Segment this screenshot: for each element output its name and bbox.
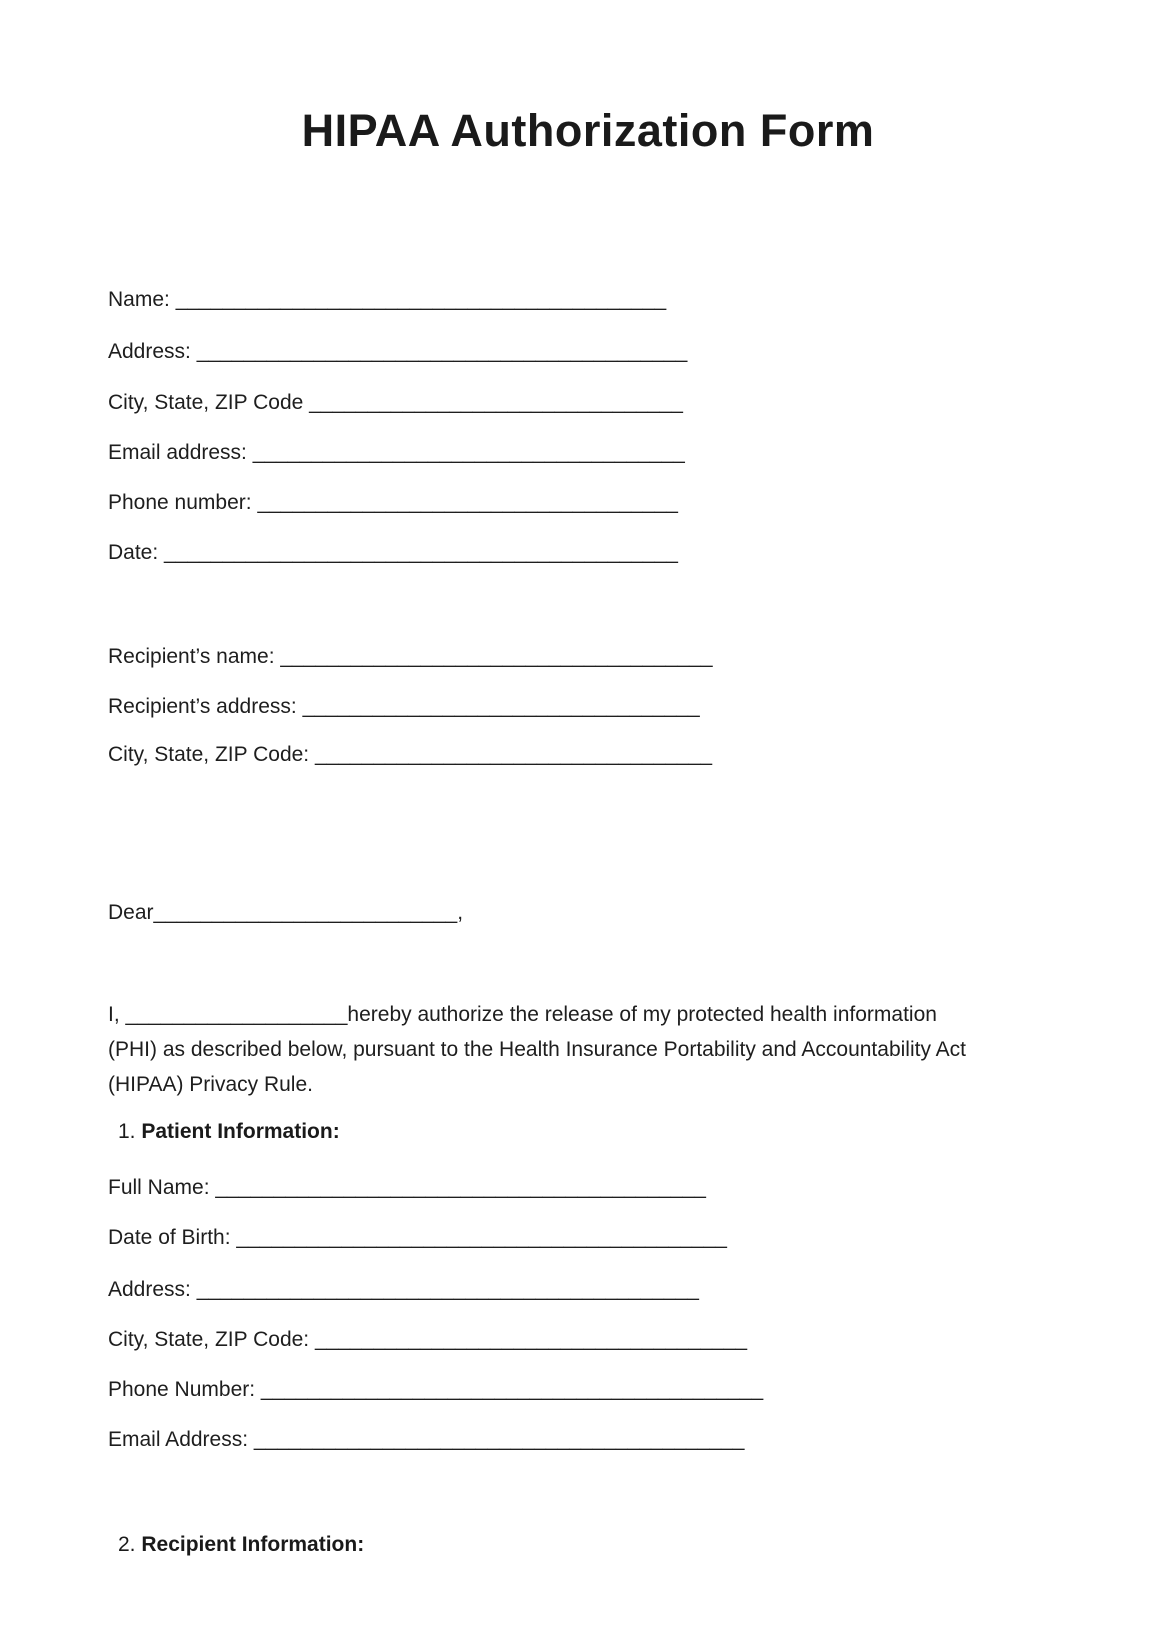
sender-phone-field [108,492,678,513]
patient-full-name-field [108,1177,706,1198]
authorization-text-3: (HIPAA) Privacy Rule. [108,1073,313,1096]
patient-city-state-zip-field [108,1329,747,1350]
authorization-text-2: (PHI) as described below, pursuant to the Health Insurance Portability and Accountability Act [108,1038,966,1061]
recipient-city-state-zip-blank[interactable]: __________________________________ [314,743,713,766]
salutation-line [108,902,463,923]
recipient-address-field [108,696,700,717]
sender-date-label: Date: [108,541,165,564]
patient-city-state-zip-blank[interactable]: _____________________________________ [314,1328,748,1351]
authorization-name-blank[interactable]: ___________________ [125,1003,348,1026]
sender-city-state-zip-label: City, State, ZIP Code [108,391,310,414]
sender-email-label: Email address: [108,441,253,464]
patient-email-address-label: Email Address: [108,1428,254,1451]
authorization-paragraph-line-2 [108,1032,966,1067]
section-heading-patient-information [118,1121,340,1142]
patient-phone-number-blank[interactable]: ___________________________________________ [260,1378,764,1401]
patient-address-blank[interactable]: ___________________________________________ [196,1278,699,1301]
sender-phone-label: Phone number: [108,491,258,514]
sender-name-blank[interactable]: __________________________________________ [175,288,667,311]
sender-phone-blank[interactable]: ____________________________________ [257,491,678,514]
section-2-title: Recipient Information: [141,1533,365,1556]
patient-date-of-birth-blank[interactable]: __________________________________________ [236,1226,727,1249]
patient-full-name-label: Full Name: [108,1176,216,1199]
authorization-prefix: I, [108,1003,126,1026]
section-heading-recipient-information [118,1534,364,1555]
patient-address-field [108,1279,699,1300]
patient-address-label: Address: [108,1278,197,1301]
salutation-prefix: Dear [108,901,154,924]
section-1-title: Patient Information: [141,1120,340,1143]
patient-email-address-field [108,1429,744,1450]
patient-phone-number-label: Phone Number: [108,1378,261,1401]
recipient-name-label: Recipient’s name: [108,645,281,668]
section-1-number: 1. [118,1120,136,1143]
recipient-name-blank[interactable]: _____________________________________ [280,645,713,668]
sender-address-label: Address: [108,340,197,363]
sender-email-field [108,442,685,463]
patient-date-of-birth-field [108,1227,727,1248]
recipient-city-state-zip-field [108,744,712,765]
recipient-name-field [108,646,713,667]
recipient-city-state-zip-label: City, State, ZIP Code: [108,743,315,766]
sender-email-blank[interactable]: _____________________________________ [252,441,685,464]
sender-date-field [108,542,678,563]
patient-email-address-blank[interactable]: __________________________________________ [253,1428,745,1451]
sender-name-field [108,289,666,310]
sender-address-field [108,341,687,362]
salutation-blank[interactable]: __________________________ [153,901,458,924]
sender-name-label: Name: [108,288,176,311]
sender-date-blank[interactable]: ____________________________________________ [164,541,678,564]
patient-full-name-blank[interactable]: __________________________________________ [215,1176,706,1199]
section-2-number: 2. [118,1533,136,1556]
recipient-address-blank[interactable]: __________________________________ [302,695,700,718]
salutation-comma: , [457,901,464,924]
patient-phone-number-field [108,1379,763,1400]
sender-address-blank[interactable]: __________________________________________ [196,340,688,363]
document-title: HIPAA Authorization Form [301,105,875,156]
authorization-paragraph-line-1 [108,997,937,1032]
sender-city-state-zip-field [108,392,683,413]
recipient-address-label: Recipient’s address: [108,695,303,718]
sender-city-state-zip-blank[interactable]: ________________________________ [309,391,683,414]
patient-city-state-zip-label: City, State, ZIP Code: [108,1328,315,1351]
patient-date-of-birth-label: Date of Birth: [108,1226,237,1249]
authorization-paragraph-line-3 [108,1067,313,1102]
authorization-text-1: hereby authorize the release of my protected health information [347,1003,937,1026]
